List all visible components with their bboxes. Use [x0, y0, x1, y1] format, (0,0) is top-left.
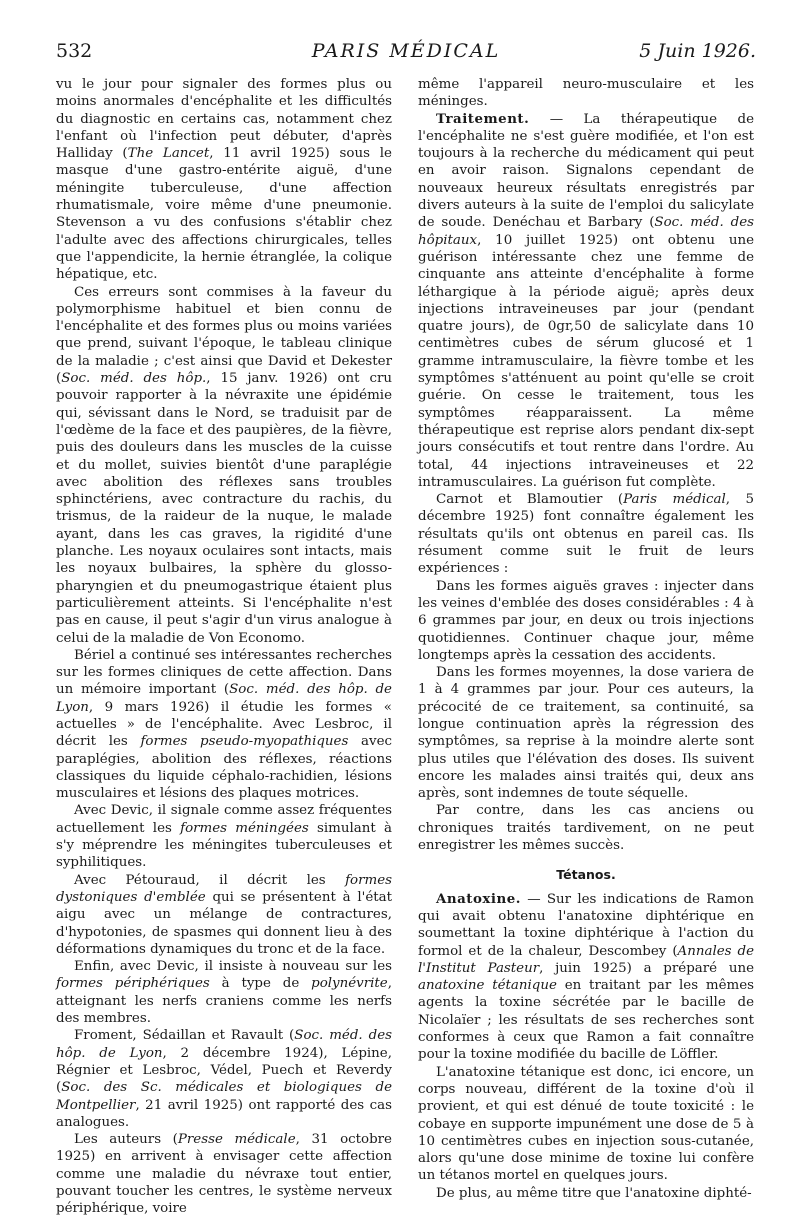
text-run: qui se présentent à l'état aigu avec un mélange de contractures, d'hypotonies, de spasmes qui donnent lieu à des déformations dynamiques du tronc et de la face.: [56, 889, 392, 957]
italic-text: Soc. méd. des hôpitaux: [418, 215, 754, 248]
text-run: , 10 juillet 1925) ont obtenu une guérison intéressante chez une femme de cinquante ans atteinte d'encéphalite à forme léthargique à la période aiguë; après deux injections intraveineuses par jour (pendant quatre jours), de 0gr,50 de salicylate dans 10 centimètres cubes de sérum glucosé et 1 gramme intramusculaire, la fièvre tombe et les symptômes s'atténuent au point qu'elle se croit guérie. On cesse le traitement, tous les symptômes réapparaissent. La même thérapeutique est reprise alors pendant dix-sept jours consécutifs et tout rentre dans l'ordre. Au total, 44 injections intraveineuses et 22 intramusculaires. La guérison fut complète.: [418, 232, 754, 490]
text-run: , 15 janv. 1926) ont cru pouvoir rapporter à la névraxite une épidémie qui, sévissant dans le Nord, se traduisit par de l'œdème de la face et des paupières, de la fièvre, puis des douleurs dans les muscles de la cuisse et du mollet, suivies bientôt d'une paraplégie avec abolition des réflexes sans troubles sphinctériens, avec contracture du rachis, du trismus, de la raideur de la nuque, le malade ayant, dans les cas graves, la rigidité d'une planche. Les noyaux oculaires sont intacts, mais les noyaux bulbaires, la sphère du glosso-pharyngien et du pneumogastrique étaient plus particulièrement atteints. Si l'encéphalite n'est pas en cause, il peut s'agir d'un virus analogue à celui de la maladie de Von Economo.: [56, 371, 392, 646]
text-run: en traitant par les mêmes agents la toxine sécrétée par le bacille de Nicolaïer ; les résultats de ses recherches sont conformes à ceux que Ramon a fait connaître pour la toxine modifiée du bacille de Löffler.: [418, 978, 755, 1063]
paragraph: [418, 1064, 754, 1185]
text-run: Bériel a continué ses intéressantes recherches sur les formes cliniques de cette affection. Dans un mémoire important (: [56, 647, 392, 698]
text-run: , 31 octobre 1925) en arrivent à envisager cette affection comme une maladie du névraxe tout entier, pouvant toucher les centres, le système nerveux périphérique, voire: [56, 1132, 392, 1217]
text-run: — Sur les indications de Ramon qui avait obtenu l'anatoxine diphtérique en soumettant la toxine diphtérique à l'action du formol et de la chaleur, Descombey (: [418, 891, 754, 959]
text-run: L'anatoxine tétanique est donc, ici encore, un corps nouveau, différent de la toxine d'où il provient, et qui est dénué de toute toxicité : le cobaye en supporte impunément une dose de 5 à 10 centimètres cubes en injection sous-cutanée, alors qu'une dose minime de toxine lui confère un tétanos mortel en quelques jours.: [418, 1064, 754, 1184]
text-run: Dans les formes aiguës graves : injecter dans les veines d'emblée des doses considérables : 4 à 6 grammes par jour, en deux ou trois injections quotidiennes. Continuer chaque jour, même longtemps après la cessation des accidents.: [418, 578, 754, 663]
paragraph: [56, 76, 392, 284]
text-run: Avec Pétouraud, il décrit les: [74, 872, 346, 888]
italic-text: formes pseudo-myopathiques: [140, 734, 349, 750]
paragraph: [56, 1131, 392, 1217]
text-run: , juin 1925) a préparé une: [539, 960, 754, 976]
text-run: Par contre, dans les cas anciens ou chroniques traités tardivement, on ne peut enregistrer les mêmes succès.: [418, 803, 754, 854]
issue-date: 5 Juin 1926.: [639, 40, 756, 62]
text-run: , 5 décembre 1925) font connaître également les résultats qu'ils ont obtenus en pareil cas. Ils résument comme suit le fruit de leurs expériences :: [418, 492, 754, 577]
text-run: , 11 avril 1925) sous le masque d'une gastro-entérite aiguë, d'une méningite tuberculeuse, d'une affection rhumatismale, voire même d'une pneumonie. Stevenson a vu des confusions s'établir chez l'adulte avec des affections chirurgicales, telles que l'appendicite, la hernie étranglée, la colique hépatique, etc.: [56, 146, 392, 283]
right-column: [418, 76, 754, 1202]
italic-text: polynévrite: [311, 976, 388, 992]
text-run: , 21 avril 1925) ont rapporté des cas analogues.: [56, 1097, 392, 1130]
run-in-heading: Traitement.: [436, 110, 530, 127]
text-run: Les auteurs (: [74, 1132, 178, 1148]
paragraph: [418, 802, 754, 854]
text-run: , 2 décembre 1924), Lépine, Régnier et Lesbroc, Védel, Puech et Reverdy (: [56, 1045, 392, 1096]
italic-text: Soc. des Sc. médicales et biologiques de Montpellier: [56, 1080, 392, 1113]
italic-text: Soc. méd. des hôp. de Lyon: [56, 1028, 393, 1061]
paragraph: [418, 1185, 754, 1202]
text-run: Carnot et Blamoutier (: [436, 492, 624, 508]
italic-text: Paris médical: [623, 492, 726, 508]
italic-text: formes dystoniques d'emblée: [56, 872, 392, 905]
italic-text: Annales de l'Institut Pasteur: [418, 943, 754, 976]
paragraph: [56, 958, 392, 1027]
paragraph: [56, 647, 392, 803]
italic-text: Presse médicale: [177, 1132, 296, 1148]
text-run: , 9 mars 1926) il étudie les formes « actuelles » de l'encéphalite. Avec Lesbroc, il décrit les: [56, 699, 392, 750]
text-run: Froment, Sédaillan et Ravault (: [74, 1028, 295, 1044]
text-run: vu le jour pour signaler des formes plus ou moins anormales d'encéphalite et les difficultés du diagnostic en certains cas, notamment chez l'enfant où l'infection peut débuter, d'après Halliday (: [56, 77, 392, 162]
text-run: Dans les formes moyennes, la dose variera de 1 à 4 grammes par jour. Pour ces auteurs, la précocité de ce traitement, sa continuité, sa longue continuation après la régression des symptômes, sa reprise à la moindre alerte sont plus utiles que l'élévation des doses. Ils suivent encore les malades ainsi traités qui, deux ans après, sont indemnes de toute séquelle.: [418, 665, 754, 802]
text-run: à type de: [209, 976, 312, 992]
text-run: De plus, au même titre que l'anatoxine diphté-: [436, 1185, 752, 1201]
italic-text: formes méningées: [180, 820, 309, 836]
text-run: Enfin, avec Devic, il insiste à nouveau sur les: [74, 959, 392, 975]
paragraph: [418, 76, 754, 111]
page-header: [56, 40, 756, 66]
run-in-heading: Anatoxine.: [436, 890, 521, 907]
text-run: simulant à s'y méprendre les méningites tuberculeuses et syphilitiques.: [56, 820, 392, 871]
page-number: 532: [56, 40, 93, 62]
paragraph: [418, 491, 754, 577]
paragraph: [418, 891, 754, 1064]
text-run: , atteignant les nerfs craniens comme les nerfs des membres.: [56, 976, 392, 1027]
paragraph: [418, 578, 754, 664]
paragraph: [418, 664, 754, 802]
paragraph: [418, 111, 754, 492]
section-title: Tétanos.: [556, 867, 616, 883]
text-run: même l'appareil neuro-musculaire et les méninges.: [418, 77, 754, 110]
paragraph: [56, 872, 392, 958]
left-column: [56, 76, 392, 1218]
text-run: avec paraplégies, abolition des réflexes, réactions classiques du liquide céphalo-rachidien, lésions musculaires et lésions des plaques motrices.: [56, 734, 392, 802]
paragraph: [56, 284, 392, 647]
text-run: — La thérapeutique de l'encéphalite ne s'est guère modifiée, et l'on est toujours à la recherche du médicament qui peut en avoir raison. Signalons cependant de nouveaux heureux résultats enregistrés par divers auteurs à la suite de l'emploi du salicylate de soude. Denéchau et Barbary (: [418, 111, 754, 231]
paragraph: [56, 1027, 392, 1131]
italic-text: Soc. méd. des hôp. de Lyon: [56, 682, 392, 715]
italic-text: anatoxine tétanique: [418, 978, 557, 994]
italic-text: Soc. méd. des hôp.: [61, 371, 207, 387]
italic-text: formes périphériques: [56, 976, 210, 992]
paragraph: [56, 802, 392, 871]
italic-text: The Lancet: [127, 146, 210, 162]
text-run: Ces erreurs sont commises à la faveur du polymorphisme habituel et bien connu de l'encéphalite et des formes plus ou moins variées que prend, suivant l'époque, le tableau clinique de la maladie ; c'est ainsi que David et Dekester (: [56, 284, 392, 387]
journal-title: PARIS MÉDICAL: [311, 40, 501, 62]
text-run: Avec Devic, il signale comme assez fréquentes actuellement les: [56, 803, 392, 836]
